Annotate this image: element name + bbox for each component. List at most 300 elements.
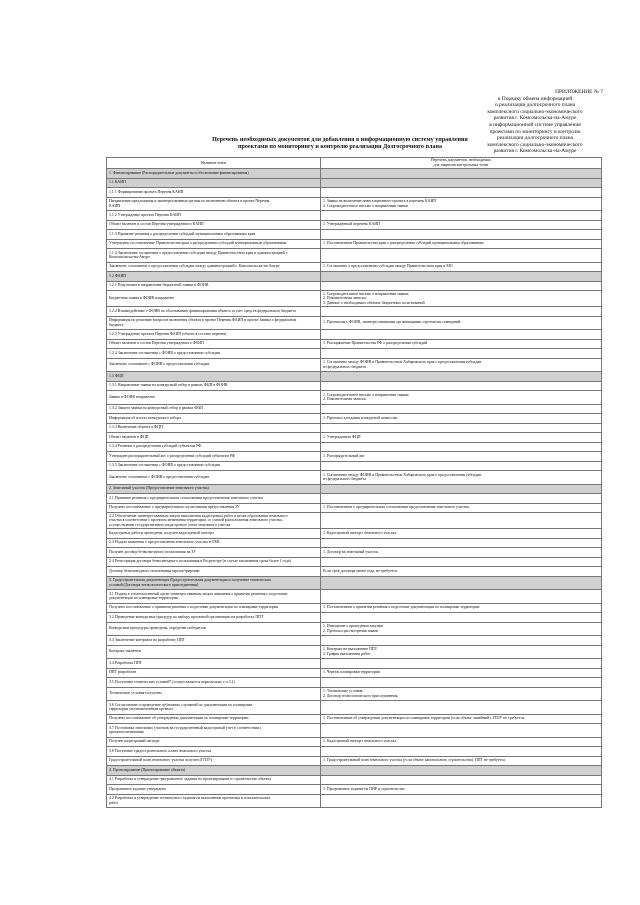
table-row xyxy=(107,785,602,795)
documents-text: 2. График выполнения работ xyxy=(323,651,371,656)
table-row xyxy=(107,737,602,747)
table-row xyxy=(107,659,602,669)
stage-cell xyxy=(107,714,321,724)
table-row xyxy=(107,433,602,443)
stage-text: Комсомольска-на-Амуре xyxy=(109,255,150,260)
stage-cell xyxy=(107,404,321,414)
stage-cell xyxy=(107,316,321,330)
stage-text: 1.2.4 Заключение соглашения с ФОИВ о предоставлении субсидии xyxy=(109,350,220,355)
stage-text: Бюджетная заявка в ФОИВ направлена xyxy=(109,296,174,301)
stage-text: участка в соответствии с проектом межевания территории, со схемой расположения земельного участка, xyxy=(109,518,283,523)
document-title xyxy=(190,137,490,151)
stage-text: 1. Финансирование (Распорядительные документы и обоснование финансирования) xyxy=(109,170,249,175)
stage-text: 1.3.3 Включение объекта в ФЦП xyxy=(109,425,163,430)
table-row xyxy=(107,756,602,766)
documents-cell xyxy=(321,494,602,504)
stage-cell xyxy=(107,281,321,291)
table-row xyxy=(107,636,602,646)
stage-cell xyxy=(107,220,321,230)
table-row xyxy=(107,262,602,272)
table-row xyxy=(107,645,602,659)
stage-cell xyxy=(107,766,321,776)
stage-text: проектом межевания xyxy=(109,730,144,735)
stage-cell xyxy=(107,358,321,372)
documents-cell xyxy=(321,756,602,766)
documents-text: 1. Кадастровый паспорт земельного участка. xyxy=(323,530,398,535)
stage-text: Информация об итогах конкурсного отбора xyxy=(109,415,181,420)
stage-text: 1.3.4 Решение о распределении субсидий субъектам РФ xyxy=(109,444,202,449)
stage-cell xyxy=(107,339,321,349)
documents-cell xyxy=(321,262,602,272)
stage-cell xyxy=(107,291,321,307)
header-line: Перечень документов, необходимых xyxy=(430,158,492,163)
documents-text: 1. Соглашение между ФОИВ и Правительством Хабаровского края о предоставлении субсидии xyxy=(323,360,482,365)
stage-cell xyxy=(107,636,321,646)
stage-text: 2.4 Регистрация договора безвозмездного пользования в Росреестре (в случае заключения срока более 1 года) xyxy=(109,559,291,564)
stage-cell xyxy=(107,747,321,757)
stage-text: 3.5 Получение технических условий* (осуществляется параллельно с п.3.2) xyxy=(109,679,235,684)
documents-cell xyxy=(321,471,602,485)
stage-cell xyxy=(107,272,321,282)
table-row xyxy=(107,330,602,340)
stage-text: 3.7 Постановка земельных участков на государственный кадастровый учет в соответствии с xyxy=(109,725,262,730)
stage-cell xyxy=(107,668,321,678)
table-row xyxy=(107,678,602,688)
stage-text: 1.3.5 Заключение соглашения с ФОИВ о предоставлении субсидии xyxy=(109,463,220,468)
documents-text: 3. Данные о необходимых объемах бюджетных ассигнований xyxy=(323,300,425,305)
table-row xyxy=(107,230,602,240)
documents-cell xyxy=(321,188,602,198)
stage-text: 2. Земельный участок (Предоставление земельного участка) xyxy=(109,486,209,491)
stage-cell xyxy=(107,613,321,623)
table-row xyxy=(107,358,602,372)
documents-text: 1. Постановление Правительства края о распределении субсидий муниципальным образованиям xyxy=(323,241,484,246)
stage-text: Утверждено постановление Правительства края о распределении субсидий муниципальным образованиям xyxy=(109,241,287,246)
stage-cell xyxy=(107,622,321,636)
stage-cell xyxy=(107,557,321,567)
documents-cell xyxy=(321,433,602,443)
stage-text: 1.1 КАИП xyxy=(109,180,126,185)
table-row xyxy=(107,404,602,414)
documents-cell xyxy=(321,766,602,776)
table-row xyxy=(107,747,602,757)
stage-cell xyxy=(107,548,321,558)
table-row xyxy=(107,220,602,230)
documents-cell xyxy=(321,249,602,263)
stage-cell xyxy=(107,678,321,688)
documents-cell xyxy=(321,687,602,701)
documents-text: 1. Постановление об утверждении документации по планировке территории (если объект линейный). ГПЗУ не требуется. xyxy=(323,716,526,721)
documents-cell xyxy=(321,785,602,795)
documents-text: 2. Протокол рассмотрения заявок xyxy=(323,628,379,633)
stage-cell xyxy=(107,494,321,504)
stage-text: 1.2.2 Взаимодействие с ФОИВ по обоснованию финансирования объекта за счет средств федерального бюджета xyxy=(109,308,296,313)
stage-cell xyxy=(107,262,321,272)
stage-text: 3.2 Проведение конкурсных процедур по выбору проектной организации на разработку ППТ xyxy=(109,614,264,619)
stage-cell xyxy=(107,701,321,715)
documents-cell xyxy=(321,659,602,669)
stage-text: 2.3 Подача заявления о предоставлении земельного участка в ОМС xyxy=(109,540,221,545)
documents-text: 1. Протоколы с ФОИВ, заинтересованными организациями, протоколы совещаний. xyxy=(323,320,462,325)
documents-text: 1. Утвержденный перечень КАИП xyxy=(323,222,380,227)
stage-cell xyxy=(107,249,321,263)
table-row xyxy=(107,538,602,548)
documents-cell xyxy=(321,307,602,317)
documents-text: из федерального бюджета xyxy=(323,364,366,369)
stage-text: Кадастровые работы проведены, получен кадастровый паспорт xyxy=(109,530,215,535)
table-row xyxy=(107,622,602,636)
table-row xyxy=(107,794,602,808)
documents-table xyxy=(106,157,602,808)
documents-cell xyxy=(321,557,602,567)
table-row xyxy=(107,461,602,471)
documents-cell xyxy=(321,372,602,382)
stage-cell xyxy=(107,503,321,513)
stage-cell xyxy=(107,391,321,405)
stage-text: бюджете xyxy=(109,322,124,327)
appendix-line: к Порядку обмена информацией xyxy=(497,95,573,102)
table-row xyxy=(107,687,602,701)
section-row xyxy=(107,576,602,590)
documents-cell xyxy=(321,613,602,623)
stage-cell xyxy=(107,169,321,179)
stage-cell xyxy=(107,538,321,548)
documents-cell xyxy=(321,645,602,659)
stage-text: территории уполномоченным органом xyxy=(109,707,173,712)
section-row xyxy=(107,178,602,188)
documents-cell xyxy=(321,452,602,462)
table-row xyxy=(107,249,602,263)
stage-cell xyxy=(107,197,321,211)
documents-cell xyxy=(321,220,602,230)
section-row xyxy=(107,169,602,179)
documents-cell xyxy=(321,197,602,211)
header-documents-list xyxy=(321,158,602,169)
title-line: проектами по мониторингу и контролю реализации Долгосрочного плана xyxy=(237,144,443,151)
stage-cell xyxy=(107,775,321,785)
documents-cell xyxy=(321,169,602,179)
documents-cell xyxy=(321,272,602,282)
documents-cell xyxy=(321,503,602,513)
documents-cell xyxy=(321,678,602,688)
title-line: Перечень необходимых документов для добавления в информационную систему управления xyxy=(212,137,468,143)
documents-cell xyxy=(321,590,602,604)
documents-cell xyxy=(321,747,602,757)
table-row xyxy=(107,316,602,330)
stage-text: 3.8 Получение градостроительного плана земельного участка xyxy=(109,748,212,753)
stage-cell xyxy=(107,603,321,613)
documents-cell xyxy=(321,291,602,307)
documents-cell xyxy=(321,548,602,558)
table-row xyxy=(107,557,602,567)
stage-cell xyxy=(107,513,321,529)
table-row xyxy=(107,349,602,359)
stage-cell xyxy=(107,330,321,340)
table-row xyxy=(107,291,602,307)
table-row xyxy=(107,391,602,405)
documents-cell xyxy=(321,442,602,452)
stage-cell xyxy=(107,461,321,471)
documents-text: 2. Сопроводительное письмо о направлении заявки xyxy=(323,203,409,208)
documents-cell xyxy=(321,668,602,678)
stage-text: 3. Градостроительная документация (Градостроительная документация и получение технических xyxy=(109,578,271,583)
stage-text: 2.2 Обеспечение заинтересованным лицом выполнения кадастровых работ в целях образования земельного xyxy=(109,513,288,518)
table-row xyxy=(107,590,602,604)
documents-text: 2. Пояснительная записка. xyxy=(323,397,367,402)
documents-text: 1. Заявка на включение инвестиционного проекта в перечень КАИП xyxy=(323,199,437,204)
documents-cell xyxy=(321,513,602,529)
documents-cell xyxy=(321,484,602,494)
stage-cell xyxy=(107,372,321,382)
documents-cell xyxy=(321,794,602,808)
stage-text: 4.2 Разработка и утверждение технического задания на выполнение проектных и изыскательских xyxy=(109,796,271,801)
stage-text: Получен договор безвозмездного пользования на ЗУ xyxy=(109,549,196,554)
documents-cell xyxy=(321,414,602,424)
documents-text: 1. Технические условия; xyxy=(323,689,364,694)
appendix-line: в информационной системе управления xyxy=(489,121,581,128)
documents-cell xyxy=(321,714,602,724)
stage-cell xyxy=(107,471,321,485)
documents-text: 1. Кадастровый паспорт земельного участка. xyxy=(323,739,398,744)
appendix-line: развития г. Комсомольска-на-Амуре xyxy=(493,148,577,155)
documents-cell xyxy=(321,423,602,433)
documents-text: 1. Постановление о предварительном согласовании предоставления земельного участка. xyxy=(323,505,470,510)
stage-cell xyxy=(107,737,321,747)
stage-text: КАИП xyxy=(109,203,121,208)
stage-text: Объект включен в состав Перечня утвержденного ФАИП xyxy=(109,341,204,346)
documents-cell xyxy=(321,529,602,539)
documents-text: 1. Протокол заседания конкурсной комиссии. xyxy=(323,415,398,420)
section-row xyxy=(107,272,602,282)
stage-cell xyxy=(107,529,321,539)
documents-cell xyxy=(321,404,602,414)
stage-cell xyxy=(107,442,321,452)
documents-cell xyxy=(321,391,602,405)
stage-text: 1.1.3 Принятие решения о распределении субсидий муниципальным образованиям края xyxy=(109,231,256,236)
table-row xyxy=(107,494,602,504)
documents-text: 1. Программное задание на ПИР и строительство xyxy=(323,786,405,791)
table-row xyxy=(107,442,602,452)
documents-cell xyxy=(321,737,602,747)
stage-text: Объект включен в состав Перечня утвержденного КАИП xyxy=(109,222,204,227)
documents-cell xyxy=(321,775,602,785)
documents-cell xyxy=(321,701,602,715)
appendix-line: комплексного социально-экономического xyxy=(487,108,583,115)
stage-text: 1.2.1 Подготовка и направление бюджетной заявки в ФОИВ xyxy=(109,283,209,288)
stage-text: работ xyxy=(109,800,119,805)
documents-cell xyxy=(321,339,602,349)
documents-text: 1. Сопроводительное письмо о направлении заявки; xyxy=(323,291,410,296)
stage-cell xyxy=(107,349,321,359)
documents-cell xyxy=(321,538,602,548)
stage-cell xyxy=(107,211,321,221)
documents-cell xyxy=(321,567,602,577)
stage-text: 3.6 Согласование и проведение публичных слушаний по документации по планировке xyxy=(109,702,253,707)
table-row xyxy=(107,513,602,529)
header-line: Название этапа xyxy=(200,160,227,165)
stage-text: 4. Проектирование (Проектирование объекта) xyxy=(109,767,186,772)
stage-text: Получено постановление о предварительном согласовании предоставления ЗУ xyxy=(109,505,240,510)
documents-text: из федерального бюджета xyxy=(323,477,366,482)
documents-cell xyxy=(321,211,602,221)
documents-cell xyxy=(321,230,602,240)
table-row xyxy=(107,414,602,424)
stage-cell xyxy=(107,785,321,795)
stage-cell xyxy=(107,794,321,808)
appendix-line: проектами по мониторингу и контролю xyxy=(489,128,581,135)
table-row xyxy=(107,529,602,539)
table-row xyxy=(107,775,602,785)
stage-text: осуществление государственного кадастрового учета земельного участка xyxy=(109,522,231,527)
documents-cell xyxy=(321,461,602,471)
stage-text: 1.3 ФЦП xyxy=(109,373,124,378)
stage-cell xyxy=(107,423,321,433)
stage-cell xyxy=(107,307,321,317)
stage-text: Направление предложения в заинтересованные органы по включению объекта в проект Перечня xyxy=(109,199,270,204)
stage-cell xyxy=(107,724,321,738)
documents-text: 1. Распоряжение Правительства РФ о распределении субсидий xyxy=(323,341,428,346)
documents-cell xyxy=(321,358,602,372)
stage-cell xyxy=(107,188,321,198)
table-row xyxy=(107,381,602,391)
table-row xyxy=(107,239,602,249)
stage-text: Получен кадастровый паспорт xyxy=(109,739,160,744)
header-line: для закрытия контрольных точек xyxy=(433,163,489,167)
stage-text: Договор безвозмездного пользования зарегистрирован xyxy=(109,568,200,573)
documents-text: 1. Соглашение о предоставлении субсидии между Правительством края и МО xyxy=(323,264,453,269)
documents-cell xyxy=(321,316,602,330)
documents-cell xyxy=(321,603,602,613)
stage-text: Утвержден распорядительный акт о распределении субсидий субъектам РФ xyxy=(109,453,235,458)
stage-text: 4.1 Разработка и утверждение программного задания на проектирование и строительство объекта xyxy=(109,777,272,782)
documents-cell xyxy=(321,178,602,188)
stage-cell xyxy=(107,756,321,766)
documents-cell xyxy=(321,724,602,738)
stage-text: Конкурсные процедуры проведены, определен победитель xyxy=(109,626,207,631)
stage-cell xyxy=(107,687,321,701)
stage-cell xyxy=(107,230,321,240)
stage-cell xyxy=(107,659,321,669)
stage-text: условий (Договора технологического присоединения) xyxy=(109,582,199,587)
table-row xyxy=(107,567,602,577)
stage-text: Градостроительный план земельного участка получен (ГПЗУ) xyxy=(109,758,212,763)
stage-cell xyxy=(107,433,321,443)
documents-text: 2. Договор технологического присоединения. xyxy=(323,693,399,698)
table-row xyxy=(107,668,602,678)
stage-text: 1.1.4 Заключение соглашения о предоставлении субсидии между Правительством края и администрацией г. xyxy=(109,250,288,255)
stage-cell xyxy=(107,567,321,577)
table-row xyxy=(107,197,602,211)
stage-text: Программное задание утверждено xyxy=(109,786,167,791)
documents-text: Если срок договора менее года, не требуется. xyxy=(323,568,398,573)
stage-cell xyxy=(107,239,321,249)
table-row xyxy=(107,714,602,724)
documents-cell xyxy=(321,622,602,636)
stage-text: 1.1.2 Утверждение проекта Перечня КАИП xyxy=(109,212,181,217)
stage-text: 1.2 ФАИП xyxy=(109,273,127,278)
stage-text: Заявка в ФОИВ направлена xyxy=(109,394,155,399)
documents-cell xyxy=(321,349,602,359)
stage-cell xyxy=(107,381,321,391)
documents-text: 1. Договор на земельный участок. xyxy=(323,549,380,554)
documents-cell xyxy=(321,330,602,340)
table-header-row xyxy=(107,158,602,169)
documents-text: 2. Пояснительная записка; xyxy=(323,296,367,301)
table-row xyxy=(107,188,602,198)
documents-text: 1. Постановление о принятии решения о подготовке документации по планировке территории. xyxy=(323,605,481,610)
stage-cell xyxy=(107,178,321,188)
documents-cell xyxy=(321,576,602,590)
header-stage-name xyxy=(107,158,321,169)
appendix-line: комплексного социально-экономического xyxy=(487,141,583,148)
section-row xyxy=(107,766,602,776)
section-row xyxy=(107,484,602,494)
documents-text: 1. Градостроительный план земельного участка (если объект капитального строительства). ППТ не требуется xyxy=(323,758,505,763)
table-row xyxy=(107,701,602,715)
documents-text: 1. Соглашение между ФОИВ и Правительством Хабаровского края о предоставлении субсидии xyxy=(323,472,482,477)
stage-text: Информация по решению вопросов включения объекта в проект Перечня ФАИП и проект Заявки о федеральном xyxy=(109,318,297,323)
stage-text: Заключено соглашение о предоставлении субсидии между администрацией г. Комсомольска-на-Амуре xyxy=(109,264,280,269)
stage-text: 3.3 Заключение контракта на разработку ППТ xyxy=(109,637,186,642)
documents-text: 1. Извещение о проведении закупки xyxy=(323,624,383,629)
stage-cell xyxy=(107,452,321,462)
stage-text: Получено постановление о принятии решения о подготовке документации по планировке территории xyxy=(109,605,278,610)
documents-text: 1. Чертеж планировки территории xyxy=(323,670,380,675)
stage-text: Заключено соглашение с ФОИВ о предоставлении субсидии xyxy=(109,474,210,479)
documents-cell xyxy=(321,636,602,646)
table-row xyxy=(107,471,602,485)
stage-cell xyxy=(107,590,321,604)
table-row xyxy=(107,339,602,349)
documents-cell xyxy=(321,239,602,249)
table-row xyxy=(107,603,602,613)
stage-text: 1.3.1 Направление заявки на конкурсный отбор в рамках ФЦП в ФОИВ xyxy=(109,383,228,388)
stage-text: ППТ разработан xyxy=(109,670,137,675)
documents-cell xyxy=(321,281,602,291)
documents-cell xyxy=(321,381,602,391)
table-row xyxy=(107,503,602,513)
stage-cell xyxy=(107,414,321,424)
documents-text: 1. Распорядительный акт xyxy=(323,453,365,458)
stage-text: Технические условия получены xyxy=(109,691,162,696)
table-row xyxy=(107,211,602,221)
stage-text: Заключено соглашение с ФОИВ о предоставлении субсидии xyxy=(109,362,210,367)
table-row xyxy=(107,613,602,623)
stage-cell xyxy=(107,576,321,590)
appendix-line: развития г. Комсомольска-на-Амуре xyxy=(493,115,577,122)
table-row xyxy=(107,548,602,558)
stage-text: Контракт заключен xyxy=(109,649,141,654)
table-row xyxy=(107,423,602,433)
table-row xyxy=(107,724,602,738)
section-row xyxy=(107,372,602,382)
stage-text: документации по планировке территории xyxy=(109,596,178,601)
stage-text: Получено постановление об утверждении документации по планировке территории xyxy=(109,716,249,721)
appendix-line: реализации долгосрочного плана xyxy=(497,135,573,142)
stage-text: 3.1 Подача в уполномоченный орган заинтересованным лицом заявления о принятии решения о подготовке xyxy=(109,591,288,596)
stage-text: 3.4 Разработка ППТ xyxy=(109,660,143,665)
table-row xyxy=(107,307,602,317)
stage-text: 2.1 Принятие решения о предварительном согласовании предоставления земельного участка xyxy=(109,495,263,500)
table-row xyxy=(107,281,602,291)
appendix-line: о реализации долгосрочного плана xyxy=(495,102,575,109)
stage-text: Объект включен в ФЦП xyxy=(109,434,149,439)
table-row xyxy=(107,452,602,462)
stage-text: 1.2.3 Утверждение проекта Перечня ФАИП (объект в составе перечня) xyxy=(109,331,227,336)
stage-cell xyxy=(107,645,321,659)
documents-text: 1. Утвержденная ФЦП xyxy=(323,434,361,439)
documents-text: 1. Контракт на выполнение ППТ xyxy=(323,647,378,652)
